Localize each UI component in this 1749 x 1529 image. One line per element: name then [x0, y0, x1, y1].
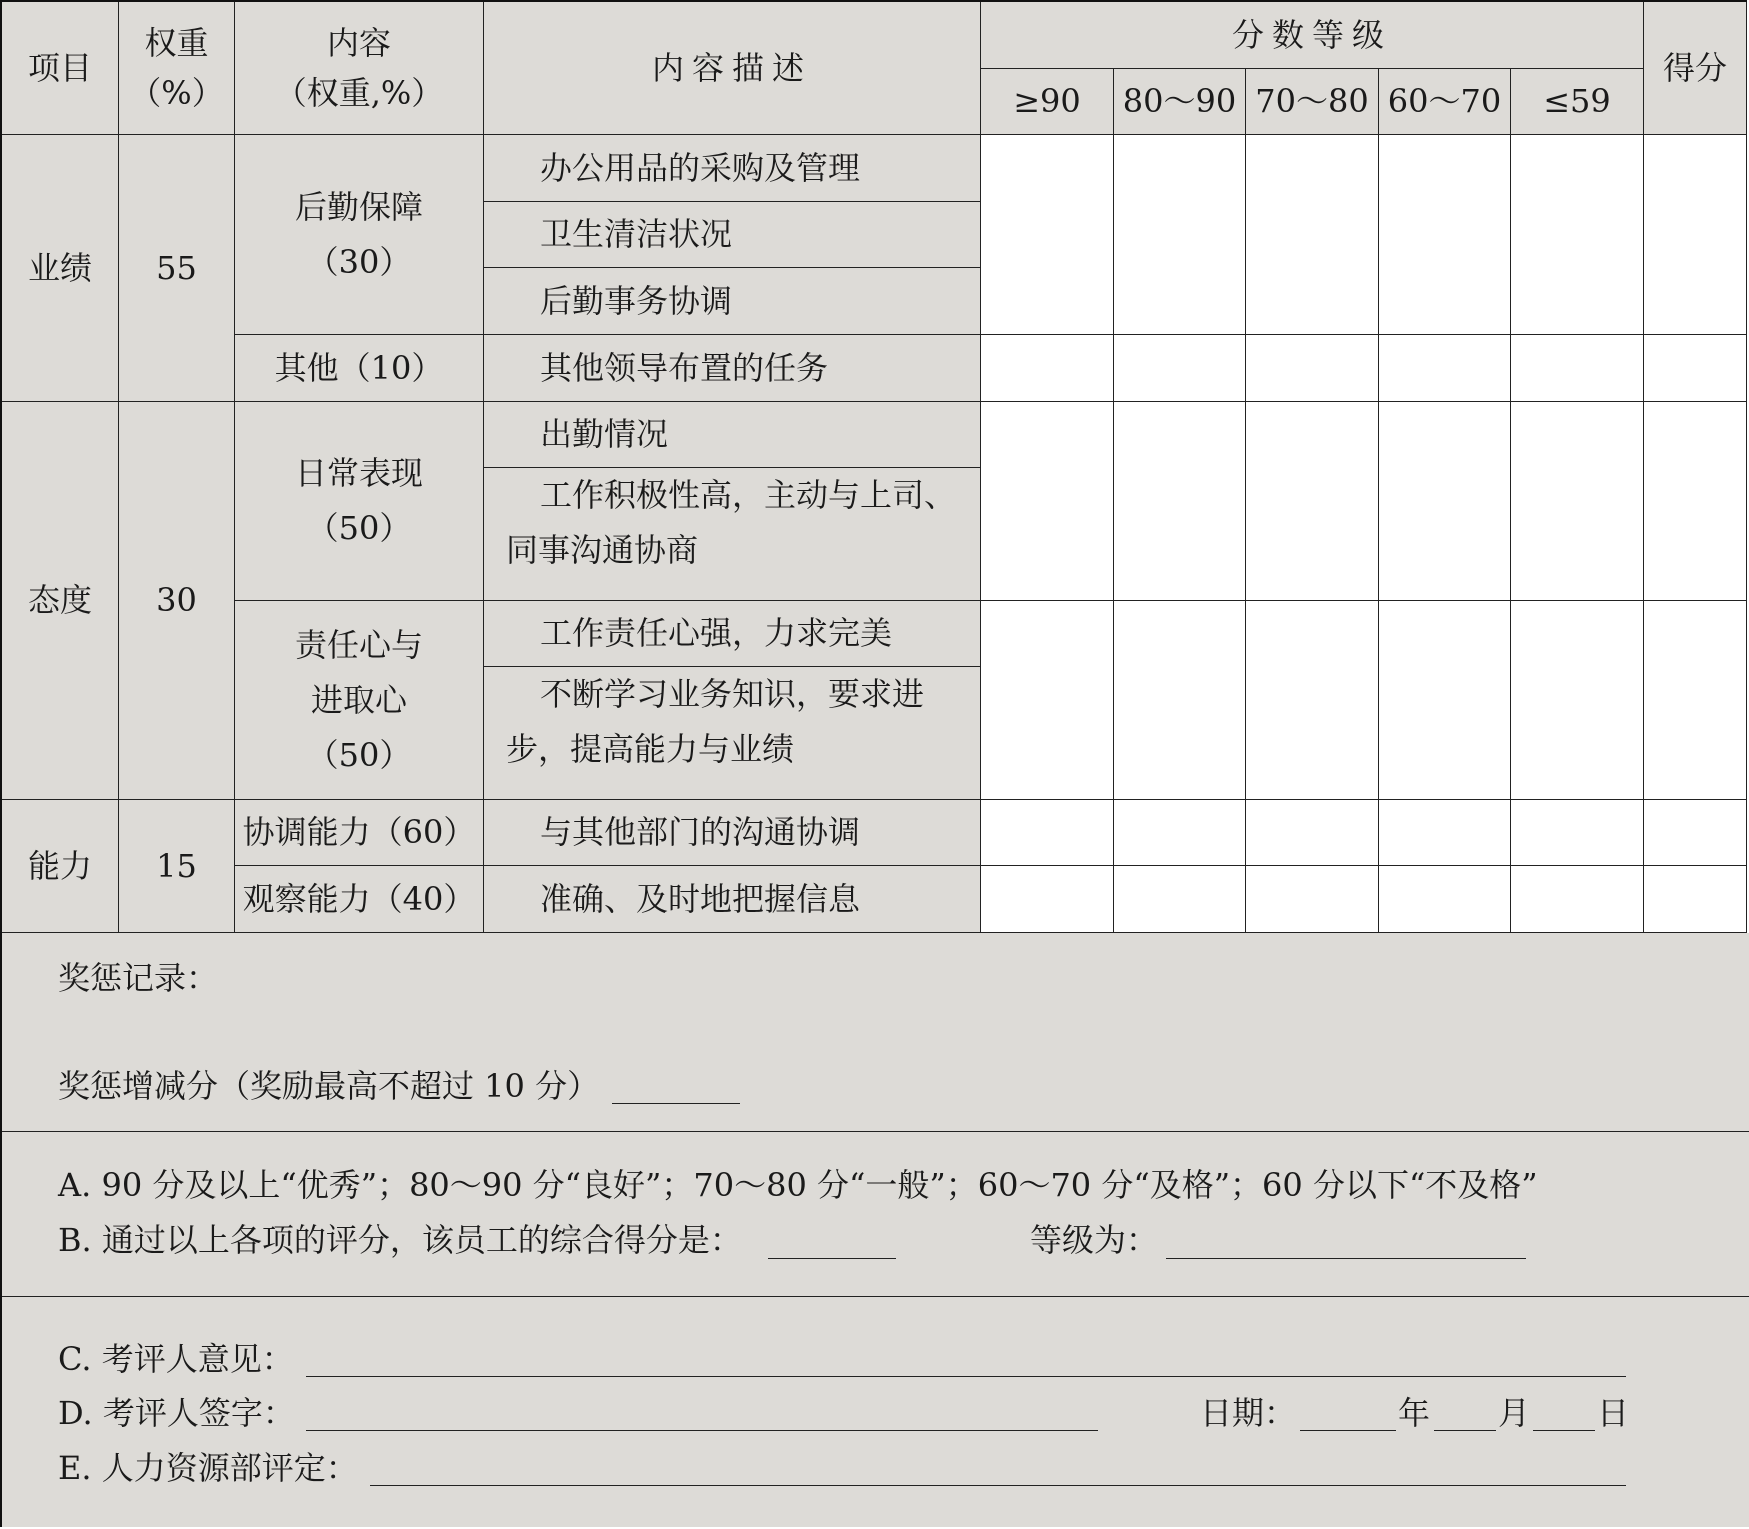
score-cell-other-score[interactable] [1644, 335, 1747, 402]
header-weight-line1: 权重 [144, 24, 209, 62]
score-cell-observation-grade-80-90[interactable] [1114, 866, 1246, 933]
score-cell-daily-grade-59minus[interactable] [1511, 402, 1644, 601]
score-cell-responsibility-grade-59minus[interactable] [1511, 601, 1644, 800]
score-cell-other-grade-60-70[interactable] [1379, 335, 1511, 402]
content-daily [235, 402, 484, 601]
desc-observation-text: 准确、及时地把握信息 [540, 879, 861, 918]
total-score-field[interactable] [768, 1258, 896, 1259]
score-cell-other-grade-59minus[interactable] [1511, 335, 1644, 402]
score-cell-daily-grade-90plus[interactable] [981, 402, 1114, 601]
desc-logistics-coord-text: 后勤事务协调 [540, 281, 733, 320]
content-responsibility [235, 601, 484, 800]
summary-line-a: A. 90 分及以上“优秀”；80～90 分“良好”；70～80 分“一般”；60～70 分“及格”；60 分以下“不及格” [58, 1166, 1538, 1204]
header-weight-line2: （%） [129, 74, 224, 112]
rewards-adjust-field[interactable] [612, 1103, 740, 1104]
score-cell-other-grade-70-80[interactable] [1246, 335, 1379, 402]
header-score: 得分 [1644, 2, 1747, 135]
score-cell-logistics-grade-70-80[interactable] [1246, 135, 1379, 335]
date-day-field[interactable] [1533, 1430, 1595, 1431]
date-year-label: 年 [1398, 1394, 1431, 1432]
evaluator-signature-field[interactable] [306, 1430, 1098, 1431]
score-cell-other-grade-90plus[interactable] [981, 335, 1114, 402]
summary-line-b: B. 通过以上各项的评分，该员工的综合得分是： [58, 1221, 742, 1259]
desc-learning-line1: 不断学习业务知识，要求进 [540, 675, 925, 713]
score-cell-observation-score[interactable] [1644, 866, 1747, 933]
score-cell-other-grade-80-90[interactable] [1114, 335, 1246, 402]
score-cell-responsibility-score[interactable] [1644, 601, 1747, 800]
score-cell-coordination-score[interactable] [1644, 800, 1747, 866]
content-resp-line2: 进取心 [310, 680, 407, 719]
content-resp-line3: （50） [306, 735, 412, 774]
desc-observation [484, 866, 981, 933]
signoff-section [2, 1297, 1749, 1527]
weight-performance: 55 [119, 135, 235, 402]
evaluator-opinion-field[interactable] [306, 1376, 1626, 1377]
summary-section [2, 1132, 1749, 1297]
score-cell-logistics-grade-90plus[interactable] [981, 135, 1114, 335]
desc-cleaning [484, 202, 981, 268]
score-cell-observation-grade-70-80[interactable] [1246, 866, 1379, 933]
content-logistics-line1: 后勤保障 [294, 187, 423, 226]
score-cell-logistics-grade-59minus[interactable] [1511, 135, 1644, 335]
header-grade-70-80: 70～80 [1246, 69, 1379, 135]
score-cell-logistics-score[interactable] [1644, 135, 1747, 335]
evaluator-signature-label: D. 考评人签字： [58, 1394, 295, 1432]
header-grade-90plus: ≥90 [981, 69, 1114, 135]
date-label: 日期： [1200, 1394, 1297, 1432]
grade-field[interactable] [1166, 1258, 1526, 1259]
desc-responsibility-text: 工作责任心强，力求完美 [540, 614, 893, 652]
desc-responsibility [484, 601, 981, 667]
header-content-line1: 内容 [326, 24, 391, 62]
score-cell-observation-grade-59minus[interactable] [1511, 866, 1644, 933]
desc-other-tasks-text: 其他领导布置的任务 [540, 348, 829, 387]
weight-ability: 15 [119, 800, 235, 933]
desc-office-supplies-text: 办公用品的采购及管理 [540, 148, 861, 187]
score-cell-observation-grade-60-70[interactable] [1379, 866, 1511, 933]
date-month-field[interactable] [1434, 1430, 1496, 1431]
score-cell-daily-grade-70-80[interactable] [1246, 402, 1379, 601]
content-logistics [235, 135, 484, 335]
header-grade-60-70: 60～70 [1379, 69, 1511, 135]
desc-learning [484, 667, 981, 800]
content-resp-line1: 责任心与 [294, 625, 423, 664]
content-daily-line2: （50） [306, 509, 412, 547]
score-cell-coordination-grade-60-70[interactable] [1379, 800, 1511, 866]
header-weight [119, 2, 235, 135]
rewards-section [2, 933, 1749, 1132]
content-observation: 观察能力（40） [235, 866, 484, 933]
score-cell-responsibility-grade-60-70[interactable] [1379, 601, 1511, 800]
header-grade-59minus: ≤59 [1511, 69, 1644, 135]
desc-office-supplies [484, 135, 981, 202]
desc-other-tasks [484, 335, 981, 402]
item-attitude: 态度 [2, 402, 119, 800]
score-cell-logistics-grade-60-70[interactable] [1379, 135, 1511, 335]
content-daily-line1: 日常表现 [294, 454, 423, 492]
item-performance: 业绩 [2, 135, 119, 402]
hr-assessment-label: E. 人力资源部评定： [58, 1449, 358, 1487]
header-grade-title: 分数等级 [981, 2, 1644, 69]
desc-initiative-line2: 同事沟通协商 [506, 531, 699, 569]
score-cell-observation-grade-90plus[interactable] [981, 866, 1114, 933]
header-grade-80-90: 80～90 [1114, 69, 1246, 135]
score-cell-daily-score[interactable] [1644, 402, 1747, 601]
content-other: 其他（10） [235, 335, 484, 402]
score-cell-responsibility-grade-90plus[interactable] [981, 601, 1114, 800]
date-day-label: 日 [1597, 1394, 1630, 1432]
date-year-field[interactable] [1300, 1430, 1396, 1431]
content-logistics-line2: （30） [306, 242, 412, 281]
desc-cleaning-text: 卫生清洁状况 [540, 215, 733, 253]
desc-coordination-text: 与其他部门的沟通协调 [540, 813, 861, 851]
header-item: 项目 [2, 2, 119, 135]
score-cell-daily-grade-60-70[interactable] [1379, 402, 1511, 601]
desc-coordination [484, 800, 981, 866]
score-cell-coordination-grade-70-80[interactable] [1246, 800, 1379, 866]
grade-label: 等级为： [1030, 1221, 1159, 1259]
rewards-record-label: 奖惩记录： [58, 959, 219, 997]
score-cell-coordination-grade-90plus[interactable] [981, 800, 1114, 866]
desc-attendance [484, 402, 981, 468]
hr-assessment-field[interactable] [370, 1485, 1626, 1486]
header-content-line2: （权重,%） [274, 74, 444, 112]
desc-attendance-text: 出勤情况 [540, 415, 669, 453]
weight-attitude: 30 [119, 402, 235, 800]
desc-initiative-line1: 工作积极性高，主动与上司、 [540, 476, 957, 514]
score-cell-coordination-grade-59minus[interactable] [1511, 800, 1644, 866]
score-cell-responsibility-grade-80-90[interactable] [1114, 601, 1246, 800]
rewards-adjust-label: 奖惩增减分（奖励最高不超过 10 分） [58, 1067, 600, 1105]
score-cell-logistics-grade-80-90[interactable] [1114, 135, 1246, 335]
desc-logistics-coord [484, 268, 981, 335]
score-cell-daily-grade-80-90[interactable] [1114, 402, 1246, 601]
desc-initiative [484, 468, 981, 601]
score-cell-responsibility-grade-70-80[interactable] [1246, 601, 1379, 800]
desc-learning-line2: 步，提高能力与业绩 [506, 730, 795, 768]
evaluator-opinion-label: C. 考评人意见： [58, 1340, 294, 1378]
header-description: 内容描述 [484, 2, 981, 135]
date-month-label: 月 [1498, 1394, 1531, 1432]
item-ability: 能力 [2, 800, 119, 933]
content-coordination: 协调能力（60） [235, 800, 484, 866]
score-cell-coordination-grade-80-90[interactable] [1114, 800, 1246, 866]
header-content [235, 2, 484, 135]
